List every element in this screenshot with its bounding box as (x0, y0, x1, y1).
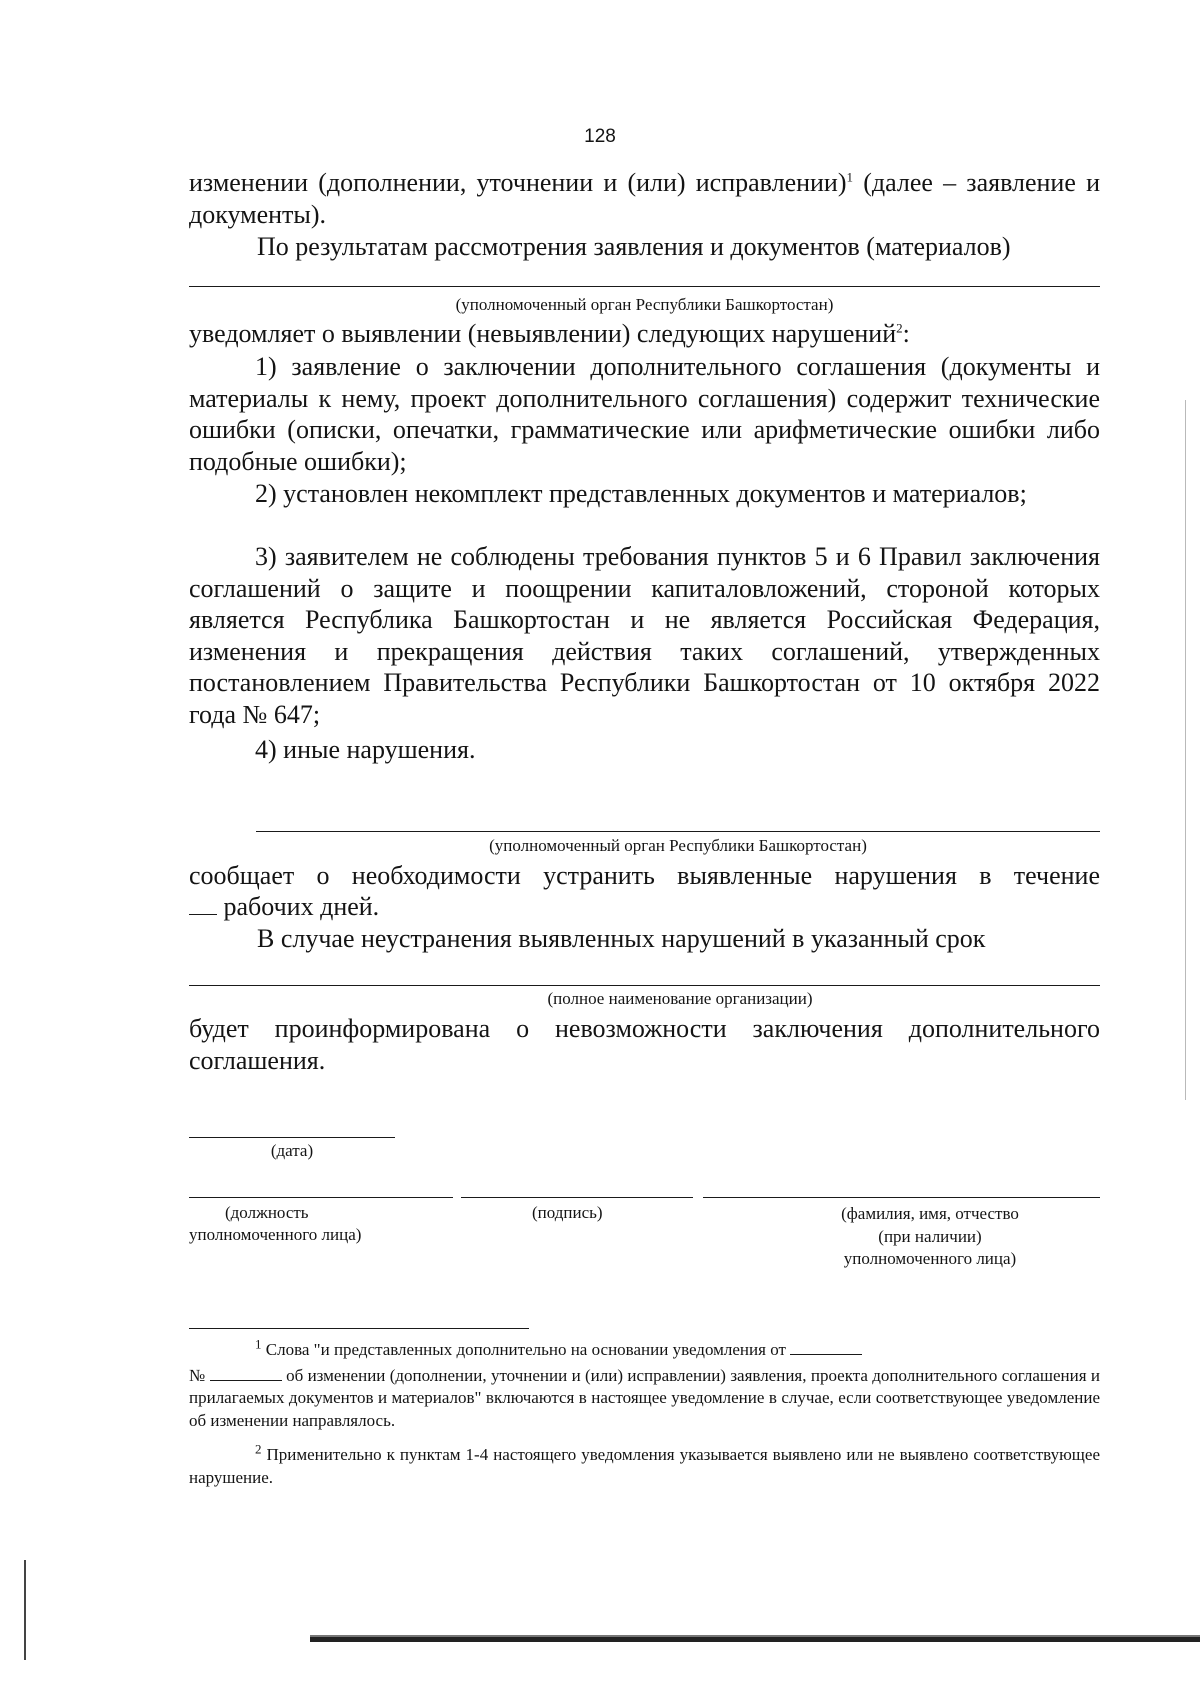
name-caption-3: уполномоченного лица) (843, 1249, 1017, 1268)
signature-line (461, 1197, 693, 1198)
name-caption-2: (при наличии) (878, 1227, 982, 1246)
signature-caption: (подпись) (532, 1203, 603, 1222)
name-line (703, 1197, 1100, 1198)
list-item-1: 1) заявление о заключении дополнительного соглашения (документы и материалы к нему, проект дополнительного соглашения) содержит технические ошибки (описки, опечатки, грамматические или арифметические ошибки либо подобные ошибки); (189, 352, 1100, 476)
intro-text-end: (далее – заявление и документы). (189, 168, 1100, 229)
informed-paragraph: будет проинформирована о невозможности заключения дополнительного соглашения. (189, 1014, 1100, 1075)
footnote-date-blank (790, 1336, 862, 1355)
intro-paragraph (189, 167, 1100, 230)
organization-line (189, 985, 1100, 986)
footnote-2-number: 2 (255, 1441, 262, 1457)
results-paragraph: По результатам рассмотрения заявления и документов (материалов) (257, 232, 1011, 261)
footnote-1-lead: Слова "и представленных дополнительно на основании уведомления от (261, 1340, 786, 1359)
name-caption-1: (фамилия, имя, отчество (841, 1204, 1019, 1223)
footnote-ref-2: 2 (896, 320, 903, 336)
footnote-1-body: об изменении (дополнении, уточнении и (или) исправлении) заявления, проекта дополнительного соглашения и прилагаемых документов и материалов" включаются в настоящее уведомление в случае, если соответствующее уведомление об изменении направлялось. (189, 1365, 1100, 1430)
notifies-paragraph (189, 318, 1100, 350)
reports-paragraph: сообщает о необходимости устранить выявленные нарушения в течение (189, 861, 1100, 890)
position-caption-1: (должность (225, 1203, 309, 1222)
scan-artifact-right (1185, 400, 1186, 1100)
footnote-number-blank (210, 1362, 282, 1381)
authority-line-1 (189, 286, 1100, 287)
footnote-1-number: 1 (255, 1336, 262, 1352)
footnote-1-number-sign: № (189, 1365, 206, 1385)
authority-caption-1: (уполномоченный орган Республики Башкортостан) (455, 295, 834, 314)
failure-paragraph: В случае неустранения выявленных нарушений в указанный срок (257, 924, 986, 953)
date-caption: (дата) (270, 1141, 314, 1160)
position-caption-2: уполномоченного лица) (189, 1225, 362, 1244)
footnote-1 (189, 1336, 1100, 1432)
days-text: рабочих дней. (223, 892, 380, 921)
list-item-4: 4) иные нарушения. (255, 735, 476, 764)
notifies-text: уведомляет о выявлении (невыявлении) следующих нарушений (189, 319, 897, 348)
position-line (189, 1197, 453, 1198)
scan-artifact-left (24, 1560, 26, 1660)
date-line (189, 1137, 395, 1138)
notifies-colon: : (902, 319, 910, 348)
footnote-ref-1: 1 (846, 169, 854, 185)
days-blank (189, 896, 217, 915)
authority-line-2 (256, 831, 1100, 832)
footnote-2 (189, 1441, 1100, 1489)
footnote-separator (189, 1328, 529, 1329)
days-paragraph (189, 891, 1100, 923)
list-item-3: 3) заявителем не соблюдены требования пунктов 5 и 6 Правил заключения соглашений о защите и поощрении капиталовложений, стороной которых является Республика Башкортостан и не является Российская Федерация, изменения и прекращения действия таких соглашений, утвержденных постановлением Правительства Республики Башкортостан от 10 октября 2022 года № 647; (189, 542, 1100, 729)
organization-caption: (полное наименование организации) (547, 989, 813, 1008)
footnote-2-body: Применительно к пунктам 1-4 настоящего уведомления указывается выявлено или не выявлено соответствующее нарушение. (189, 1445, 1100, 1487)
intro-text: изменении (дополнении, уточнении и (или) исправлении) (189, 168, 847, 197)
list-item-2: 2) установлен некомплект представленных документов и материалов; (255, 479, 1027, 508)
page-number: 128 (584, 126, 616, 147)
scan-artifact-bottom (310, 1637, 1200, 1642)
authority-caption-2: (уполномоченный орган Республики Башкортостан) (489, 836, 867, 855)
